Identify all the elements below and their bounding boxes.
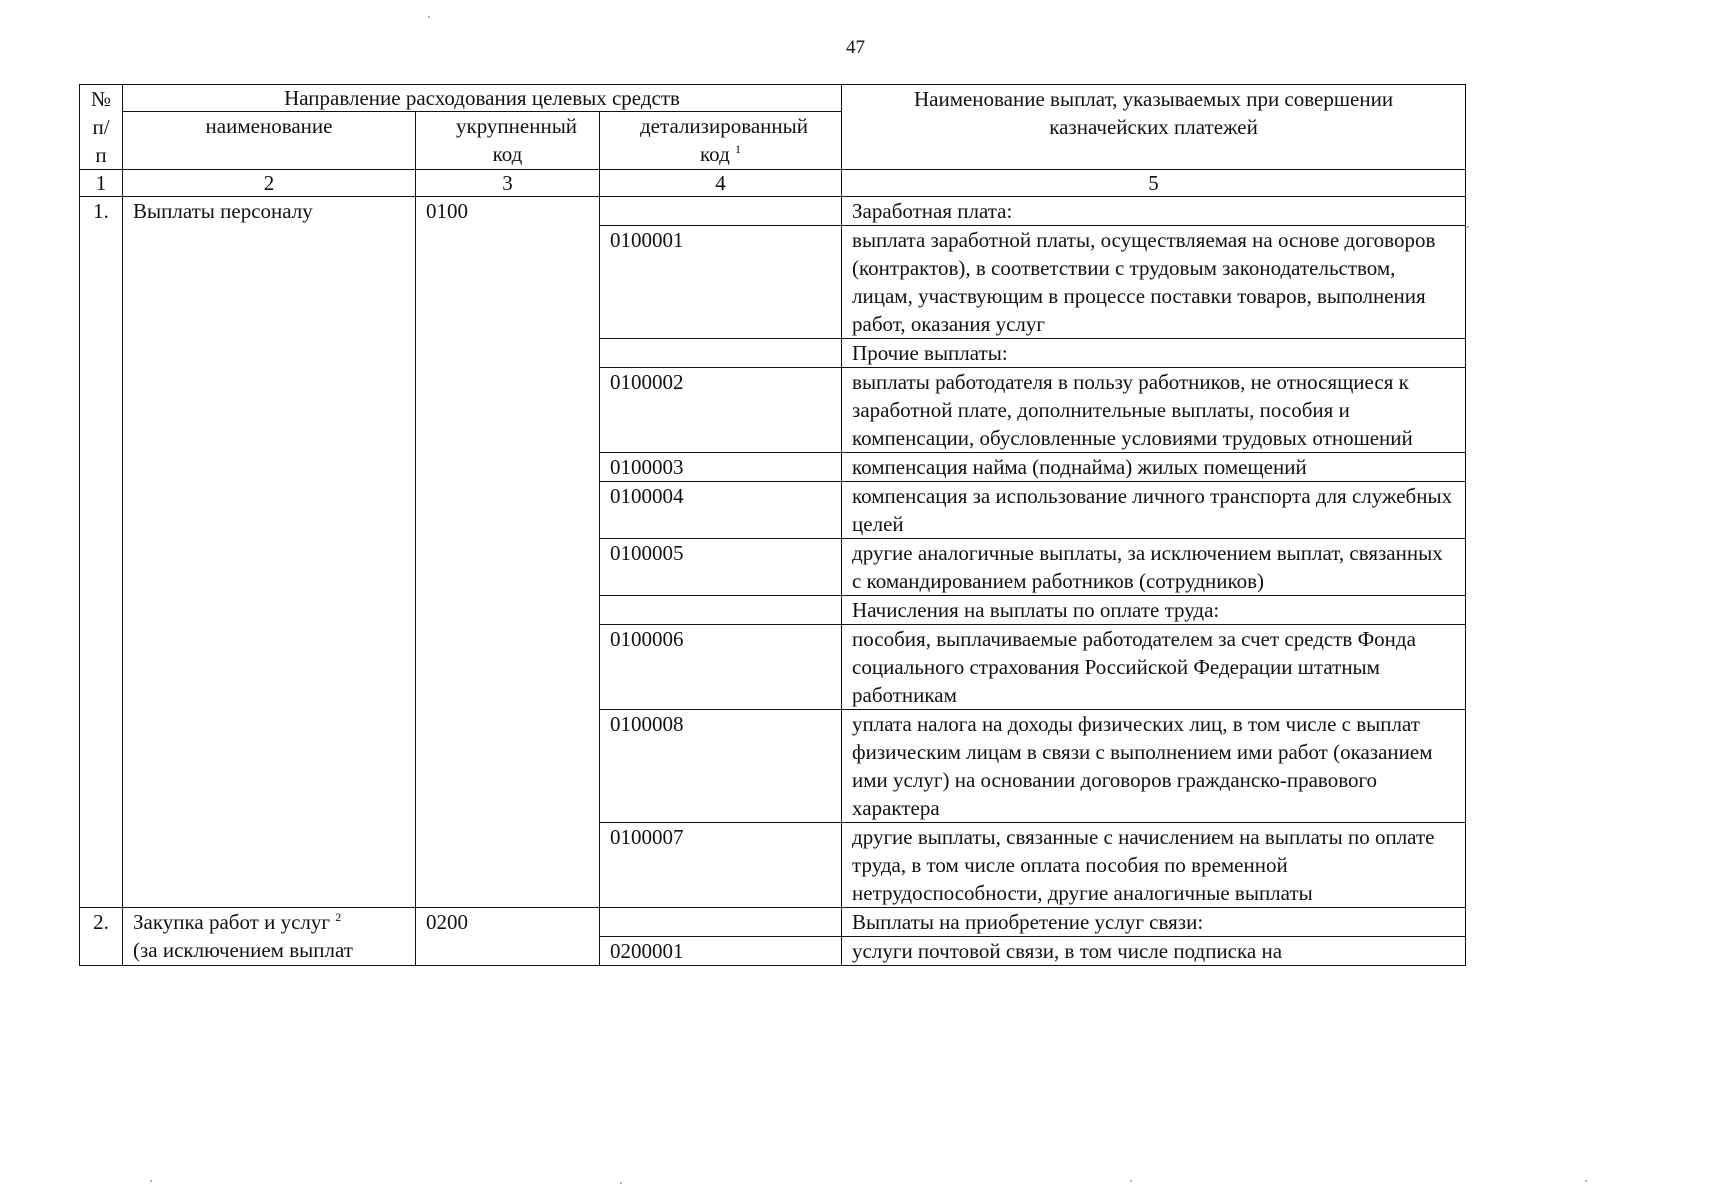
- detail-code-cell: 0100007: [600, 823, 842, 908]
- scan-speck: [1467, 226, 1469, 228]
- payment-description: компенсация найма (поднайма) жилых помещений: [842, 453, 1466, 482]
- section-2-name: [123, 908, 416, 966]
- detail-code-cell: 0100002: [600, 368, 842, 453]
- header-detail-code-text: детализированный код: [640, 114, 808, 167]
- payment-heading: Выплаты на приобретение услуг связи:: [842, 908, 1466, 937]
- payment-description: выплата заработной платы, осуществляемая на основе договоров (контрактов), в соответствии с трудовым законодательством, лицам, участвующим в процессе поставки товаров, выполнения работ, оказания услуг: [842, 226, 1466, 339]
- payment-description: другие аналогичные выплаты, за исключением выплат, связанных с командированием работников (сотрудников): [842, 539, 1466, 596]
- scan-speck: [1130, 1180, 1132, 1182]
- section-1-number: 1.: [80, 197, 123, 908]
- header-direction-group: Направление расходования целевых средств: [123, 85, 842, 112]
- detail-code-cell: 0100003: [600, 453, 842, 482]
- scan-speck: [1585, 1180, 1587, 1182]
- detail-code-cell: [600, 596, 842, 625]
- payment-heading: Начисления на выплаты по оплате труда:: [842, 596, 1466, 625]
- payment-heading: Заработная плата:: [842, 197, 1466, 226]
- column-number: 2: [123, 170, 416, 197]
- scan-speck: [150, 1180, 152, 1182]
- column-numbers-row: [80, 170, 1466, 197]
- payment-description: выплаты работодателя в пользу работников, не относящиеся к заработной плате, дополнительные выплаты, пособия и компенсации, обусловленные условиями трудовых отношений: [842, 368, 1466, 453]
- detail-code-cell: 0100005: [600, 539, 842, 596]
- header-name: наименование: [123, 112, 416, 170]
- detail-code-cell: 0100004: [600, 482, 842, 539]
- detail-code-cell: 0100008: [600, 710, 842, 823]
- header-num-col: № п/п: [80, 85, 123, 170]
- payment-description: компенсация за использование личного транспорта для служебных целей: [842, 482, 1466, 539]
- table-row: [80, 908, 1466, 937]
- scan-speck: [620, 1182, 622, 1184]
- header-agg-code: укрупненный код: [416, 112, 600, 170]
- table-row: [80, 197, 1466, 226]
- section-2-code: 0200: [416, 908, 600, 966]
- payment-description: другие выплаты, связанные с начислением на выплаты по оплате труда, в том числе оплата пособия по временной нетрудоспособности, другие аналогичные выплаты: [842, 823, 1466, 908]
- detail-code-cell: 0100001: [600, 226, 842, 339]
- payment-description: уплата налога на доходы физических лиц, в том числе с выплат физическим лицам в связи с выполнением ими работ (оказанием ими услуг) на основании договоров гражданско-правового характера: [842, 710, 1466, 823]
- footnote-marker-1: 1: [735, 142, 741, 157]
- header-row-1: [80, 85, 1466, 112]
- header-detail-code: [600, 112, 842, 170]
- scan-speck: [428, 16, 430, 18]
- column-number: 5: [842, 170, 1466, 197]
- detail-code-cell: [600, 197, 842, 226]
- section-2-number: 2.: [80, 908, 123, 966]
- payment-heading: Прочие выплаты:: [842, 339, 1466, 368]
- detail-code-cell: 0200001: [600, 937, 842, 966]
- section-1-name: Выплаты персоналу: [123, 197, 416, 908]
- column-number: 4: [600, 170, 842, 197]
- page-number: 47: [846, 37, 865, 58]
- column-number: 3: [416, 170, 600, 197]
- detail-code-cell: [600, 339, 842, 368]
- section-2-name-continued: (за исключением выплат: [133, 938, 353, 962]
- payment-description: пособия, выплачиваемые работодателем за счет средств Фонда социального страхования Российской Федерации штатным работникам: [842, 625, 1466, 710]
- detail-code-cell: 0100006: [600, 625, 842, 710]
- payment-description: услуги почтовой связи, в том числе подписка на: [842, 937, 1466, 966]
- footnote-marker-2: 2: [335, 910, 342, 924]
- section-2-name-text: Закупка работ и услуг: [133, 910, 330, 934]
- payments-table: [79, 84, 1466, 966]
- header-payments-col: Наименование выплат, указываемых при совершении казначейских платежей: [842, 85, 1466, 170]
- detail-code-cell: [600, 908, 842, 937]
- section-1-code: 0100: [416, 197, 600, 908]
- column-number: 1: [80, 170, 123, 197]
